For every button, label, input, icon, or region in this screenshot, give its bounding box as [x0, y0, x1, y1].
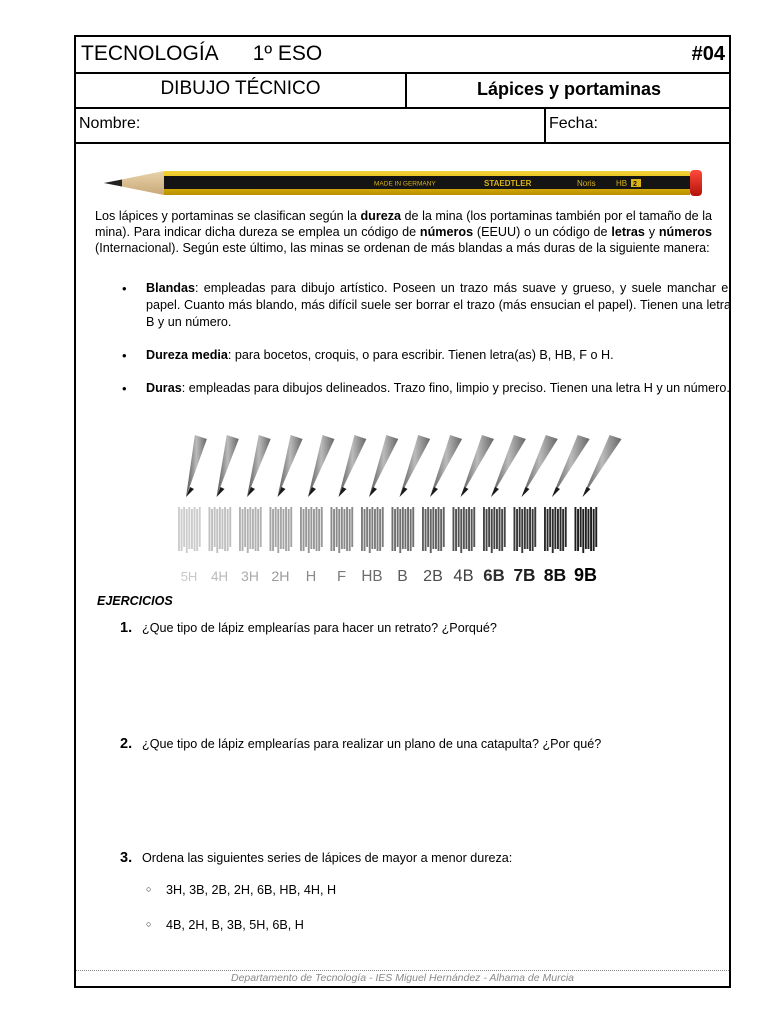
shading-stroke — [471, 509, 473, 551]
shading-stroke — [488, 507, 490, 547]
date-label: Fecha: — [549, 115, 598, 132]
shading-stroke — [186, 509, 188, 553]
shading-stroke — [247, 509, 249, 553]
shading-stroke — [369, 509, 371, 553]
shading-stroke — [397, 507, 399, 547]
shading-stroke — [504, 507, 506, 547]
question-number: 1. — [120, 620, 133, 636]
hardness-list — [116, 280, 731, 397]
shading-stroke — [585, 507, 587, 549]
question-2 — [120, 736, 601, 752]
grade-label: 2B — [423, 567, 443, 585]
shading-stroke — [336, 507, 338, 547]
shading-stroke — [399, 509, 401, 553]
shading-stroke — [346, 507, 348, 551]
shading-stroke — [300, 507, 302, 551]
shading-stroke — [214, 507, 216, 547]
shading-stroke — [196, 509, 198, 551]
shading-stroke — [405, 509, 407, 549]
shading-stroke — [562, 509, 564, 551]
shading-stroke — [257, 509, 259, 551]
grade-label: F — [336, 569, 347, 585]
shading-stroke — [222, 509, 224, 549]
shading-stroke — [438, 507, 440, 551]
shading-stroke — [188, 507, 190, 549]
pencil-brand: STAEDTLER — [484, 179, 532, 188]
shading-stroke — [493, 507, 495, 549]
shading-stroke — [379, 509, 381, 551]
shading-stroke — [305, 507, 307, 547]
shading-stroke — [554, 507, 556, 549]
shading-stroke — [491, 509, 493, 553]
exercises-title: EJERCICIOS — [97, 594, 173, 608]
worksheet-frame — [74, 35, 731, 988]
pencil-lead — [430, 487, 438, 497]
shading-stroke — [229, 507, 231, 547]
shading-stroke — [361, 507, 363, 551]
grade-label: 4B — [453, 567, 474, 585]
pencil-lead — [522, 487, 530, 497]
shading-stroke — [427, 507, 429, 547]
question-text: Ordena las siguientes series de lápices de mayor a menor dureza: — [142, 851, 513, 865]
shading-stroke — [252, 509, 254, 549]
name-label: Nombre: — [79, 115, 141, 132]
shading-stroke — [588, 509, 590, 549]
shading-stroke — [468, 507, 470, 551]
shading-stroke — [242, 509, 244, 551]
shading-stroke — [270, 507, 272, 551]
header-row-title — [76, 37, 729, 74]
shading-stroke — [552, 509, 554, 553]
shading-stroke — [496, 509, 498, 549]
shading-stroke — [590, 507, 592, 551]
shading-stroke — [183, 507, 185, 547]
shading-stroke — [593, 509, 595, 551]
question-text: ¿Que tipo de lápiz emplearías para realizar un plano de una catapulta? ¿Por qué? — [142, 737, 602, 751]
shading-stroke — [516, 509, 518, 551]
grade-label: B — [397, 568, 408, 585]
shading-stroke — [255, 507, 257, 551]
pencil-tip — [583, 435, 622, 497]
shading-stroke — [344, 509, 346, 549]
shading-stroke — [382, 507, 384, 547]
shading-stroke — [308, 509, 310, 553]
pencil-lead — [491, 487, 499, 497]
footer-divider — [76, 970, 729, 971]
shading-stroke — [333, 509, 335, 551]
shading-stroke — [557, 509, 559, 549]
shading-stroke — [529, 507, 531, 551]
shading-stroke — [499, 507, 501, 551]
shading-stroke — [283, 509, 285, 549]
shading-stroke — [316, 507, 318, 551]
shading-stroke — [244, 507, 246, 547]
list-item: • Duras: empleadas para dibujos delineados. Trazo fino, limpio y preciso. Tienen una letra H y un número. — [116, 380, 731, 397]
shading-stroke — [303, 509, 305, 551]
shading-stroke — [199, 507, 201, 547]
worksheet-number: #04 — [691, 43, 725, 65]
shading-stroke — [219, 507, 221, 549]
grade-label: HB — [361, 568, 383, 585]
shading-stroke — [371, 507, 373, 549]
grade-label: 4H — [210, 569, 229, 584]
shading-stroke — [473, 507, 475, 547]
shading-stroke — [227, 509, 229, 551]
grade-label: 5H — [180, 569, 198, 584]
pencil-model: Noris — [577, 179, 596, 188]
shading-stroke — [402, 507, 404, 549]
shading-stroke — [430, 509, 432, 553]
shading-stroke — [440, 509, 442, 551]
shading-stroke — [377, 507, 379, 551]
pencil-lead — [461, 487, 469, 497]
shading-stroke — [443, 507, 445, 547]
pencil-tip — [247, 435, 271, 497]
pencil-lead — [400, 487, 408, 497]
shading-stroke — [595, 507, 597, 547]
shading-stroke — [412, 507, 414, 547]
shading-stroke — [521, 509, 523, 553]
shading-stroke — [544, 507, 546, 551]
shading-stroke — [178, 507, 180, 551]
shading-stroke — [466, 509, 468, 549]
pencil-lead — [339, 487, 347, 497]
shading-stroke — [181, 509, 183, 551]
divider — [544, 107, 546, 142]
shading-stroke — [288, 509, 290, 551]
pencil-grade: HB — [616, 179, 628, 188]
grade-label: 9B — [573, 565, 598, 585]
shading-stroke — [191, 509, 193, 549]
pencil-grades-image — [168, 435, 648, 587]
pencil-number: 2 — [633, 181, 637, 188]
header-row-subject — [76, 72, 729, 109]
shading-stroke — [313, 509, 315, 549]
shading-stroke — [534, 507, 536, 547]
shading-stroke — [549, 507, 551, 547]
shading-stroke — [524, 507, 526, 549]
pencil-lead — [552, 487, 560, 497]
shading-stroke — [349, 509, 351, 551]
circle-bullet-icon: ○ — [146, 919, 152, 929]
pencil-lead — [369, 487, 377, 497]
pencil-tip — [552, 435, 590, 497]
shading-stroke — [394, 509, 396, 551]
shading-stroke — [374, 509, 376, 549]
shading-stroke — [435, 509, 437, 549]
shading-stroke — [565, 507, 567, 547]
course-title: TECNOLOGÍA 1º ESO — [81, 42, 323, 65]
question-1 — [120, 620, 497, 636]
question-number: 2. — [120, 736, 133, 752]
shading-stroke — [582, 509, 584, 553]
shading-stroke — [483, 507, 485, 551]
shading-stroke — [366, 507, 368, 547]
list-item: • Blandas: empleadas para dibujo artístico. Poseen un trazo más suave y grueso, y suele manchar el papel. Cuanto más blando, más difícil suele ser borrar el trazo (más ensucian el papel). Tienen una letra B y un número. — [116, 280, 731, 331]
pencil-print: MADE IN GERMANY — [374, 180, 436, 188]
shading-stroke — [425, 509, 427, 551]
pencil-tip — [217, 435, 239, 497]
grade-label: 3H — [241, 569, 259, 584]
topic-title: Lápices y portaminas — [476, 79, 662, 99]
list-item: • Dureza media: para bocetos, croquis, o para escribir. Tienen letra(as) B, HB, F o H. — [116, 347, 731, 364]
pencil-lead — [583, 487, 591, 497]
pencil-lead — [104, 180, 122, 187]
shading-stroke — [275, 507, 277, 547]
shading-stroke — [392, 507, 394, 551]
shading-stroke — [341, 507, 343, 549]
shading-stroke — [249, 507, 251, 549]
shading-stroke — [224, 507, 226, 551]
shading-stroke — [501, 509, 503, 551]
header-row-fields — [76, 107, 729, 144]
series-item: ○ 3H, 3B, 2B, 2H, 6B, HB, 4H, H — [146, 883, 337, 897]
grade-label: 2H — [271, 569, 290, 585]
page-footer: Departamento de Tecnología - IES Miguel Hernández - Alhama de Murcia — [231, 972, 574, 984]
shading-stroke — [310, 507, 312, 549]
grade-label: H — [305, 569, 317, 585]
circle-bullet-icon: ○ — [146, 884, 152, 894]
shading-stroke — [577, 509, 579, 551]
grade-label: 8B — [543, 565, 567, 585]
shading-stroke — [321, 507, 323, 547]
pencil-tip — [522, 435, 558, 497]
question-text: ¿Que tipo de lápiz emplearías para hacer un retrato? ¿Porqué? — [142, 621, 497, 635]
shading-stroke — [458, 507, 460, 547]
shading-stroke — [209, 507, 211, 551]
shading-stroke — [260, 507, 262, 547]
shading-stroke — [338, 509, 340, 553]
shading-stroke — [575, 507, 577, 551]
shading-stroke — [290, 507, 292, 547]
pencil-photo — [102, 165, 712, 201]
pencil-tip — [186, 435, 207, 497]
shading-stroke — [331, 507, 333, 551]
shading-stroke — [422, 507, 424, 551]
shading-stroke — [318, 509, 320, 551]
shading-stroke — [280, 507, 282, 549]
shading-stroke — [455, 509, 457, 551]
shading-stroke — [486, 509, 488, 551]
grade-label: 6B — [483, 566, 505, 585]
shading-stroke — [351, 507, 353, 547]
grade-label: 7B — [513, 565, 536, 585]
shading-stroke — [547, 509, 549, 551]
shading-stroke — [194, 507, 196, 551]
shading-stroke — [514, 507, 516, 551]
shading-stroke — [211, 509, 213, 551]
shading-stroke — [285, 507, 287, 551]
course-level: 1º ESO — [252, 42, 323, 65]
shading-stroke — [272, 509, 274, 551]
shading-stroke — [519, 507, 521, 547]
shading-stroke — [432, 507, 434, 549]
shading-stroke — [532, 509, 534, 551]
shading-stroke — [460, 509, 462, 553]
shading-stroke — [407, 507, 409, 551]
question-3 — [120, 850, 512, 866]
subject-title: DIBUJO TÉCNICO — [160, 78, 321, 99]
shading-stroke — [410, 509, 412, 551]
shading-stroke — [527, 509, 529, 549]
shading-stroke — [560, 507, 562, 551]
shading-stroke — [580, 507, 582, 547]
shading-stroke — [364, 509, 366, 551]
series-item: ○ 4B, 2H, B, 3B, 5H, 6B, H — [146, 918, 304, 932]
shading-stroke — [216, 509, 218, 553]
shading-stroke — [277, 509, 279, 553]
pencil-end — [690, 170, 702, 196]
shading-stroke — [463, 507, 465, 549]
question-number: 3. — [120, 850, 133, 866]
shading-stroke — [453, 507, 455, 551]
intro-paragraph: Los lápices y portaminas se clasifican según la dureza de la mina (los portaminas también por el tamaño de la mina). Para indicar dicha dureza se emplea un código de números (EEUU) o un código de letras y números (Internacional). Según este último, las minas se ordenan de más blandas a más duras de la siguiente manera: — [95, 209, 713, 255]
shading-stroke — [239, 507, 241, 551]
